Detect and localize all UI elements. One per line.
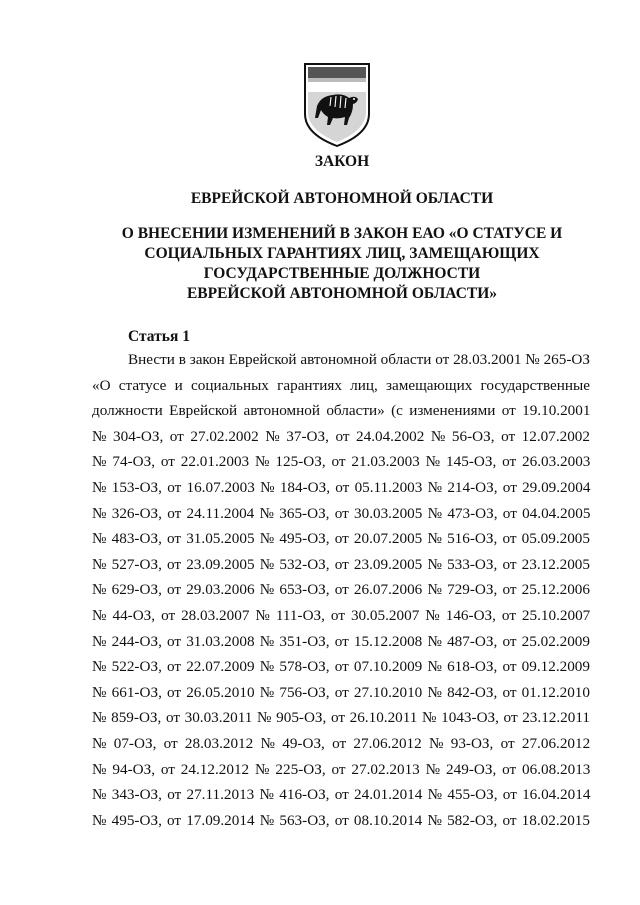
body-line: № 304-ОЗ, от 27.02.2002 № 37-ОЗ, от 24.04.2002 № 56-ОЗ, от 12.07.2002 <box>92 427 590 445</box>
body-line: № 74-ОЗ, от 22.01.2003 № 125-ОЗ, от 21.03.2003 № 145-ОЗ, от 26.03.2003 <box>92 453 591 471</box>
body-line: № 522-ОЗ, от 22.07.2009 № 578-ОЗ, от 07.10.2009 № 618-ОЗ, от 09.12.2009 <box>92 658 590 676</box>
body-line: № 859-ОЗ, от 30.03.2011 № 905-ОЗ, от 26.10.2011 № 1043-ОЗ, от 23.12.2011 <box>92 709 590 727</box>
issuer-title: ЕВРЕЙСКОЙ АВТОНОМНОЙ ОБЛАСТИ <box>190 190 494 207</box>
body-line: № 326-ОЗ, от 24.11.2004 № 365-ОЗ, от 30.03.2005 № 473-ОЗ, от 04.04.2005 <box>92 504 591 522</box>
body-line: № 343-ОЗ, от 27.11.2013 № 416-ОЗ, от 24.01.2014 № 455-ОЗ, от 16.04.2014 <box>92 786 591 804</box>
document-type-title: ЗАКОН <box>314 153 370 170</box>
body-line: № 527-ОЗ, от 23.09.2005 № 532-ОЗ, от 23.09.2005 № 533-ОЗ, от 23.12.2005 <box>92 555 590 573</box>
body-line: № 44-ОЗ, от 28.03.2007 № 111-ОЗ, от 30.05.2007 № 146-ОЗ, от 25.10.2007 <box>92 606 591 624</box>
body-line: № 483-ОЗ, от 31.05.2005 № 495-ОЗ, от 20.07.2005 № 516-ОЗ, от 05.09.2005 <box>92 530 590 548</box>
body-line: № 661-ОЗ, от 26.05.2010 № 756-ОЗ, от 27.10.2010 № 842-ОЗ, от 01.12.2010 <box>92 683 590 701</box>
body-line: № 07-ОЗ, от 28.03.2012 № 49-ОЗ, от 27.06.2012 № 93-ОЗ, от 27.06.2012 <box>92 734 591 752</box>
article-body <box>92 347 590 833</box>
body-line: «О статусе и социальных гарантиях лиц, замещающих государственные <box>92 376 590 394</box>
body-line: должности Еврейской автономной области» (с изменениями от 19.10.2001 <box>92 402 591 420</box>
law-subject-line: О ВНЕСЕНИИ ИЗМЕНЕНИЙ В ЗАКОН ЕАО «О СТАТУСЕ И <box>121 225 563 242</box>
body-line: № 244-ОЗ, от 31.03.2008 № 351-ОЗ, от 15.12.2008 № 487-ОЗ, от 25.02.2009 <box>92 632 590 650</box>
law-subject-title <box>22 224 640 304</box>
coat-of-arms-icon <box>303 62 371 148</box>
law-subject-line: СОЦИАЛЬНЫХ ГАРАНТИЯХ ЛИЦ, ЗАМЕЩАЮЩИХ <box>144 245 540 262</box>
body-line: № 629-ОЗ, от 29.03.2006 № 653-ОЗ, от 26.07.2006 № 729-ОЗ, от 25.12.2006 <box>92 581 590 599</box>
body-line: № 495-ОЗ, от 17.09.2014 № 563-ОЗ, от 08.10.2014 № 582-ОЗ, от 18.02.2015 <box>92 811 590 829</box>
law-subject-line: ГОСУДАРСТВЕННЫЕ ДОЛЖНОСТИ <box>203 265 481 282</box>
body-line: № 94-ОЗ, от 24.12.2012 № 225-ОЗ, от 27.02.2013 № 249-ОЗ, от 06.08.2013 <box>92 760 591 778</box>
article-heading: Статья 1 <box>128 328 190 345</box>
body-line: Внести в закон Еврейской автономной области от 28.03.2001 № 265-ОЗ <box>128 351 590 368</box>
law-subject-line: ЕВРЕЙСКОЙ АВТОНОМНОЙ ОБЛАСТИ» <box>186 285 498 302</box>
body-line: № 153-ОЗ, от 16.07.2003 № 184-ОЗ, от 05.11.2003 № 214-ОЗ, от 29.09.2004 <box>92 478 591 496</box>
